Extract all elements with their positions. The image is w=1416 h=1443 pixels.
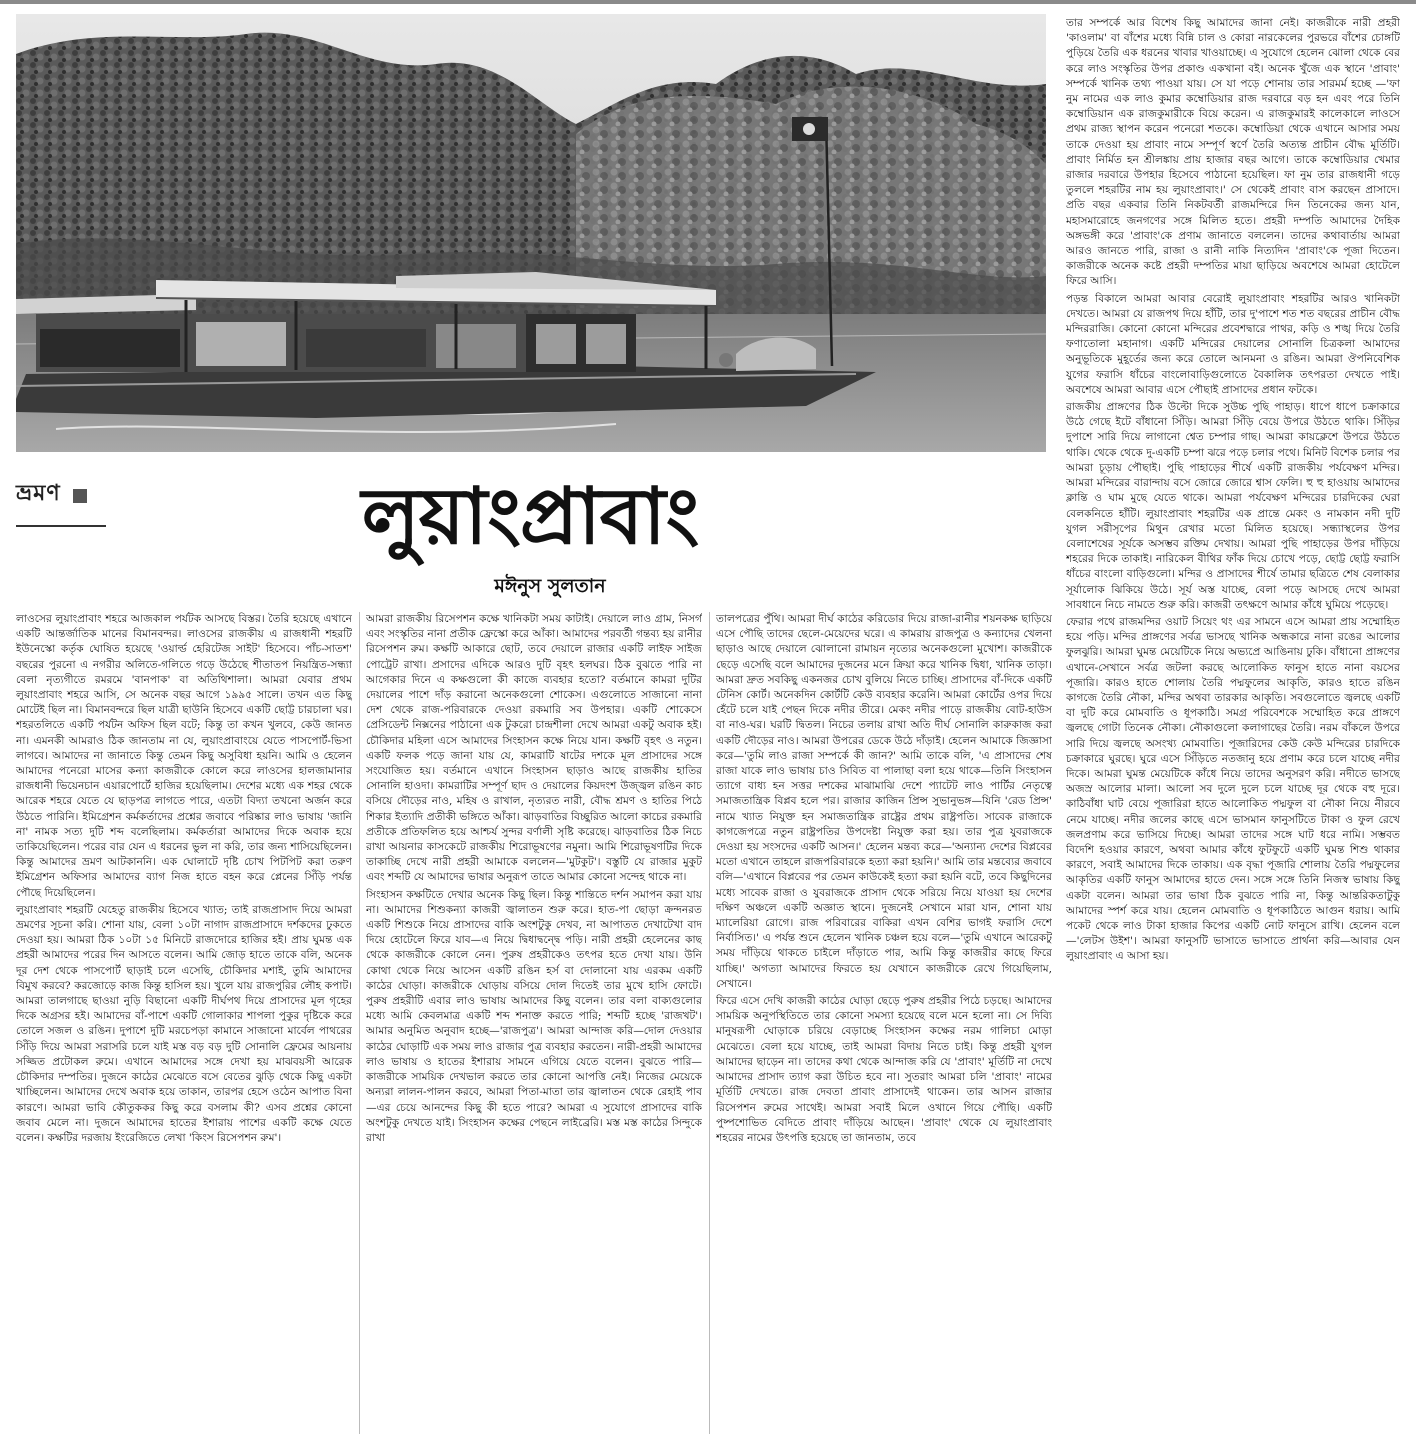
paragraph: আমরা রাজকীয় রিসেপশন কক্ষে খানিকটা সময় কাটাই। দেয়ালে লাও গ্রাম, নিসর্গ এবং সংস্কৃতির নানা প্রতীক ফ্রেস্কো করে আঁকা। আমাদের পরবর্তী গন্তব্য হয় রানীর রিসেপশন রুম। কক্ষটি আকারে ছোট, তবে দেয়ালে রাজার একটি লাইফ সাইজ পোট্রেট রাখা। প্রসাদের এদিকে আরও দুটি বৃহৎ হলঘর। ঠিক বুঝতে পারি না আগেকার দিনে এ কক্ষগুলো কী কাজে ব্যবহার হতো? বর্তমানে কামরা দুটির দেয়ালের পাশে দাঁড় করানো অনেকগুলো শোকেস। এগুলোতে সাজানো নানা দেশ থেকে রাজ-পরিবারকে দেওয়া রকমারি সব উপহার। একটি শোকেসে প্রেসিডেন্ট নিক্সনের পাঠানো এক টুকরো চান্দ্রশীলা দেখে আমরা একটু অবাক হই। চৌকিদার মহিলা এসে আমাদের সিংহাসন কক্ষে নিয়ে যান। কক্ষটি বৃহৎ ও নতুন। একটি ফলক পড়ে জানা যায় যে, কামরাটি ষাটের দশকে মূল প্রাসাদের সঙ্গে সংযোজিত হয়। বর্তমানে এখানে সিংহাসন ছাড়াও আছে রাজকীয় হাতির সোনালি হাওদা। কামরাটির সম্পূর্ণ ছাদ ও দেয়ালের কিয়দংশ উজ্জ্বল রঙিন কাচ বসিয়ে দৌড়ের নাও, মহিষ ও রাখাল, নৃত্যরত নারী, বৌদ্ধ শ্রমণ ও হাতির পিঠে শিকার ইত্যাদি প্রতীকী ভঙ্গিতে আঁকা। ঝাড়বাতির বিচ্ছুরিত আলো কাচের রকমারি প্রতীকে প্রতিফলিত হয়ে আশ্চর্য সুন্দর বর্ণালী সৃষ্টি করেছে। ঝাড়বাতির ঠিক নিচে রাখা আয়নার কাসকেটে রাজকীয় শিরোভূষণের নমুনা। আমি শিরোভূষণটির দিকে তাকাচ্ছি দেখে নারী প্রহরী আমাকে বললেন—'মুটকুট'। বস্তুটি যে রাজার মুকুট এবং শব্দটি যে আমাদের ভাষার অনুরূপ তাতে আমার কোনো সন্দেহ থাকে না।	[366, 613, 702, 884]
article-column-2	[366, 612, 702, 1434]
section-kicker	[16, 476, 106, 527]
paragraph: ফেরার পথে রাজমন্দির ওয়াট সিয়েং থং এর সামনে এসে আমরা প্রায় সম্মোহিত হয়ে পড়ি। মন্দির প্রাঙ্গণের সর্বত্র ভাসছে খানিক অন্ধকারে নানা রঙের আলোর ফুলঝুরি। আমরা ঘুমন্ত মেয়েটিকে নিয়ে অভ্যপ্রে আঙিনায় ঢুকি। বাঁধানো প্রাঙ্গণের এখানে-সেখানে সর্বত্র জটলা করছে আলোকিত ফানুস হাতে নানা বয়সের পূজারি। কারও হাতে শোলায় তৈরি পদ্মফুলের আকৃতি, কারও হাতে রঙিন কাগজে তৈরি নৌকা, মন্দির অথবা তারকার আকৃতি। সবগুলোতে জ্বলছে একটি বা দুটি করে মোমবাতি ও ধূপকাঠি। সমগ্র পরিবেশকে সম্মোহিত করে প্রাঙ্গণে জ্বলছে গোটা তিনেক নৌকা। নৌকাগুলো কলাগাছের তৈরি। নরম বাঁকলে উপরে সারি দিয়ে জ্বলছে অসংখ্য মোমবাতি। পূজারিদের কেউ কেউ মন্দিরের চারদিকে চক্রাকারে ঘুরছে। ঘুরে এসে সিঁড়িতে নতজানু হয়ে প্রণাম করে চলে যাচ্ছে নদীর দিকে। আমরা ঘুমন্ত মেয়েটিকে কাঁধে নিয়ে তাদের অনুসরণ করি। নদীতে ভাসছে অজস্র আলোর মালা। আলো সব দুলে দুলে চলে যাচ্ছে দূর থেকে বহু দূরে। কাঠিবাঁধা ঘাট বেয়ে পূজারিরা হাতে আলোকিত পদ্মফুল বা নৌকা নিয়ে নীরবে নেমে যাচ্ছে। নদীর জলের কাছে এসে ভাসমান ফানুসটিতে টাকা ও ফুল রেখে জলপ্রণাম করে ভাসিয়ে দিচ্ছে। আমরা তাদের সঙ্গে ঘাট ধরে নামি। সম্ভবত বিদেশি হওয়ার কারণে, অথবা আমার কাঁধে ফুটফুটে একটি ঘুমন্ত শিশু থাকার কারণে, সবাই আমাদের দিকে তাকায়। এক বৃদ্ধা পূজারি শোলায় তৈরি পদ্মফুলের আকৃতির একটি ফানুস আমাদের হাতে দেন। সঙ্গে সঙ্গে তিনি নিজস্ব ভাষায় কিছু একটা বলেন। আমরা তার ভাষা ঠিক বুঝতে পারি না, কিন্তু আন্তরিকতাটুকু আমাদের স্পর্শ করে যায়। হেলেন মোমবাতি ও ধূপকাঠিতে আগুন ধরায়। আমি পকেট থেকে লাও টাকা হাজার কিপের একটি নোট ফানুসে রাখি। হেলেন বলে—'লেটস উইশ'। আমরা ফানুসটি ভাসাতে ভাসাতে প্রার্থনা করি—আবার যেন লুয়াংপ্রাবাং এ আসা হয়।	[1066, 615, 1400, 963]
top-rule	[0, 0, 1416, 4]
article-title: লুয়াংপ্রাবাং	[361, 471, 699, 562]
section-square-icon	[73, 489, 87, 503]
article-column-4	[1066, 16, 1400, 1434]
paragraph: ফিরে এসে দেখি কাজরী কাঠের ঘোড়া ছেড়ে পুরুষ প্রহরীর পিঠে চড়ছে। আমাদের সাময়িক অনুপস্থিতিতে তার কোনো সমস্যা হয়েছে বলে মনে হলো না। সে দিব্যি মানুষরূপী ঘোড়াকে চরিয়ে বেড়াচ্ছে সিংহাসন কক্ষের নরম গালিচা মোড়া মেঝেতে। বেলা হয়ে যাচ্ছে, তাই আমরা বিদায় নিতে চাই। কিন্তু প্রহরী যুগল আমাদের ছাড়েন না। তাদের কথা থেকে আন্দাজ করি যে 'প্রাবাং' মূর্তিটি না দেখে আমাদের প্রাসাদ ত্যাগ করা উচিত হবে না। সুতরাং আমরা চলি 'প্রাবাং' নামের মূর্তিটি দেখতে। রাজ দেবতা প্রাবাং প্রাসাদেই থাকেন। তার আসন রাজার রিসেপশন রুমের সাথেই। আমরা সবাই মিলে ওখানে গিয়ে পৌছি। একটি পুষ্পশোভিত বেদিতে প্রাবাং দাঁড়িয়ে আছেন। 'প্রাবাং' থেকে যে লুয়াংপ্রাবাং শহরের নামের উৎপত্তি হয়েছে তা জানতাম, তবে	[716, 995, 1052, 1144]
column-divider	[709, 612, 710, 1434]
article-byline: মঈনুস সুলতান	[494, 575, 606, 597]
paragraph: লুয়াংপ্রাবাং শহরটি যেহেতু রাজকীয় হিসেবে খ্যাত; তাই রাজপ্রাসাদ দিয়ে আমরা ভ্রমণের সূচনা করি। শোনা যায়, বেলা ১০টা নাগাদ রাজপ্রাসাদে দর্শকদের ঢুকতে দেওয়া হয়। আমরা ঠিক ১০টা ১৫ মিনিটে রাজদোরে হাজির হই। প্রায় ঘুমন্ত এক প্রহরী আমাদের পরের দিন আসতে বলেন। আমি জোড় হাতে তাকে বলি, অনেক দূর দেশ থেকে পাসপোর্ট ছাড়াই চলে এসেছি, চৌকিদার মশাই, তুমি আমাদের বিমুখ করবে? করজোড়ে কাজ কিন্তু হাসিল হয়। খুলে যায় রাজপুরির লৌহ কপাট। আমরা তালগাছে ছাওয়া নুড়ি বিছানো একটি দীর্ঘপথ দিয়ে প্রাসাদের মূল গৃহের দিকে অগ্রসর হই। আমাদের বাঁ-পাশে একটি গোলাকার শাপলা পুকুর দৃষ্টিকে করে তোলে সজল ও রঙিন। দুপাশে দুটি মরচেপড়া কামানে সাজানো মার্বেল পাথরের সিঁড়ি দিয়ে আমরা সরাসরি চলে যাই মস্ত বড় বড় দুটি সোনালি ফ্রেমের আয়নায় সজ্জিত প্রটোকল রুমে। এখানে আমাদের সঙ্গে দেখা হয় মাঝবয়সী আরেক চৌকিদার দম্পতির। দুজনে কাঠের মেঝেতে বসে বেতের ঝুড়ি থেকে কিছু একটা খাচ্ছিলেন। আমাদের দেখে অবাক হয়ে তাকান, তারপর হেসে ওঠেন আপাত বিনা কারণে। আমরা ভাবি কৌতুককর কিছু করে বসলাম কী? এসব প্রশ্নের কোনো জবাব মেলে না। দুজনে আমাদের হাতের ইশারায় পাশের একটি কক্ষে যেতে বলেন। কক্ষটির দরজায় ইংরেজিতে লেখা 'কিংস রিসেপশন রুম'।	[16, 903, 352, 1144]
paragraph: রাজকীয় প্রাঙ্গণের ঠিক উল্টো দিকে সুউচ্চ পুছি পাহাড়। ধাপে ধাপে চক্রাকারে উঠে গেছে ইটে বাঁধানো সিঁড়ি। আমরা সিঁড়ি বেয়ে উপরে উঠতে থাকি। সিঁড়ির দুপাশে সারি দিয়ে লাগানো শ্বেত চম্পার গাছ। আমরা কায়ক্লেশে উপরে উঠতে থাকি। থেকে থেকে দু-একটি চম্পা ঝরে পড়ে চলার পথে। মিনিট বিশেক চলার পর আমরা চূড়ায় পৌছাই। পুছি পাহাড়ের শীর্ষে একটি রাজকীয় পর্যবেক্ষণ মন্দির। আমরা মন্দিরের বারান্দায় বসে জোরে জোরে শ্বাস ফেলি। হু হু হাওয়ায় আমাদের ক্লান্তি ও ঘাম মুছে যেতে থাকে। আমরা পর্যবেক্ষণ মন্দিরের চারদিকের ঘেরা বেলকনিতে হাঁটি। লুয়াংপ্রাবাং শহরটির এক প্রান্তে মেকং ও নামকান নদী দুটি যুগল সরীসৃপের মিথুন রেখার মতো মিলিত হয়েছে। সন্ধ্যাস্থলের উপর বেলাশেষের সূর্যকে অসম্ভব রক্তিম দেখায়। আমরা পুছি পাহাড়ের উপর দাঁড়িয়ে শহরের দিকে তাকাই। নারিকেল বীথির ফাঁক দিয়ে চোখে পড়ে, ছোট্ট ছোট্ট ফরাসি ধাঁচের বাংলো বাড়িগুলো। মন্দির ও প্রাসাদের শীর্ষে তামার ছত্রিতে শেষ বেলাকার সূর্যালোক ঝিকিয়ে উঠে। সূর্য অস্ত যাচ্ছে, বেলা পড়ে আসছে দেখে আমরা সাবধানে নিচে নামতে শুরু করি। কাজরী তৎক্ষণে আমার কাঁধে ঘুমিয়ে পড়েছে।	[1066, 401, 1400, 611]
article-column-1	[16, 612, 352, 1434]
boat-on-river-photo	[16, 14, 1046, 452]
paragraph: তালপত্রের পুঁথি। আমরা দীর্ঘ কাঠের করিডোর দিয়ে রাজা-রানীর শয়নকক্ষ ছাড়িয়ে এসে পৌছি তাদের ছেলে-মেয়েদের ঘরে। এ কামরায় রাজপুত্র ও কন্যাদের খেলনা ছাড়াও আছে দেয়ালে ঝোলানো রামায়ন নৃত্যের অনেকগুলো মুখোশ। কাজরীকে ছেড়ে এসেছি বলে আমাদের দুজনের মনে ক্রিয়া করে খানিক দ্বিধা, খানিক তাড়া। আমরা দ্রুত সবকিছু একনজর চোখ বুলিয়ে নিতে চাচ্ছি। প্রাসাদের বাঁ-দিকে একটি টেনিস কোর্ট। অনেকদিন কোর্টটি কেউ ব্যবহার করেনি। আমরা কোর্টের ওপর দিয়ে হেঁটে চলে যাই পেছন দিকে নদীর তীরে। মেকং নদীর পাড়ে রাজকীয় বোট-হাউস বা নাও-ঘর। ঘরটি দ্বিতল। নিচের তলায় রাখা অতি দীর্ঘ সোনালি কারুকাজ করা একটি দৌড়ের নাও। আমরা উপরের ডেকে উঠে দাঁড়াই। হেলেন আমাকে জিজ্ঞাসা করে—'তুমি লাও রাজা সম্পর্কে কী জান?' আমি তাকে বলি, 'এ প্রাসাদের শেষ রাজা যাকে লাও ভাষায় চাও সিবিত বা পালাছা বলা হয়ে থাকে—তিনি সিংহাসন ত্যাগে বাধ্য হন সত্তর দশকের মাঝামাঝি দেশে প্যাটেট লাও পার্টির নেতৃত্বে সমাজতান্ত্রিক বিপ্লব হলে পর। রাজার কাজিন প্রিন্স সুভানুভঙ্গ—যিনি 'রেড প্রিন্স' নামে খ্যাত নিযুক্ত হন সমাজতান্ত্রিক রাষ্ট্রের প্রথম রাষ্ট্রপতি। সাবেক রাজাকে কাগজেপত্রে নতুন রাষ্ট্রপতির উপদেষ্টা নিযুক্ত করা হয়। তার পুত্র যুবরাজকে দেওয়া হয় সংসদের একটি আসন।' হেলেন মন্তব্য করে—'অন্যান্য দেশের বিপ্লবের মতো এখানে তাহলে রাজপরিবারকে হত্যা করা হয়নি।' আমি তার মন্তব্যের জবাবে বলি—'এখানে বিপ্লবের পর তেমন কাউকেই হত্যা করা হয়নি বটে, তবে কিছুদিনের মধ্যে সাবেক রাজা ও যুবরাজকে প্রাসাদ থেকে সরিয়ে নিয়ে যাওয়া হয় দেশের দক্ষিণ অঞ্চলে একটি অজ্ঞাত স্থানে। দুজনেই সেখানে মারা যান, শোনা যায় ম্যালেরিয়া রোগে। রাজ পরিবারের বাকিরা এখন বেশির ভাগই ফরাসি দেশে নির্বাসিত।' এ পর্যন্ত শুনে হেলেন খানিক চঞ্চল হয়ে বলে—'তুমি এখানে আরেকটু সময় দাঁড়িয়ে থাকতে চাইলে দাঁড়াতে পার, আমি কিন্তু কাজরীর কাছে ফিরে যাচ্ছি।' অগত্যা আমাদের ফিরতে হয় যেখানে কাজরীকে রেখে গিয়েছিলাম, সেখানে।	[716, 613, 1052, 990]
paragraph: পড়ন্ত বিকালে আমরা আবার বেরোই লুয়াংপ্রাবাং শহরটির আরও খানিকটা দেখতে। আমরা যে রাজপথ দিয়ে হাঁটি, তার দু'পাশে শত শত বছরের প্রাচীন বৌদ্ধ মন্দিররাজি। কোনো কোনো মন্দিরের প্রবেশদ্বারে পাথর, কড়ি ও শঙ্খ দিয়ে তৈরি ফণাতোলা মহানাগ। একটি মন্দিরের দেয়ালের সোনালি চিত্রকলা আমাদের অনুভূতিকে মুহূর্তের জন্য করে তোলে আনমনা ও রঙিন। আমরা ঔপনিবেশিক যুগের ফরাসি ধাঁচের বাংলোবাড়িগুলোতে বৈকালিক তৎপরতা দেখতে পাই। অবশেষে আমরা আবার এসে পৌছাই প্রাসাদের প্রধান ফটকে।	[1066, 292, 1400, 396]
paragraph: সিংহাসন কক্ষটিতে দেখার অনেক কিছু ছিল। কিন্তু শান্তিতে দর্শন সমাপন করা যায় না। আমাদের শিশুকন্যা কাজরী জ্বালাতন শুরু করে। হাত-পা ছোড়া ক্রন্দনরত একটি শিশুকে নিয়ে প্রাসাদের বাকি অংশটুকু দেখব, না আপাতত দেখাটেখা বাদ দিয়ে হোটেলে ফিরে যাব—এ নিয়ে দ্বিধাদ্বন্দ্বে পড়ি। নারী প্রহরী হেলেনের কাছ থেকে কাজরীকে কোলে নেন। পুরুষ প্রহরীকেও তৎপর হতে দেখা যায়। উনি কোথা থেকে নিয়ে আসেন একটি রঙিন হর্স বা দোলানো যায় এরকম একটি কাঠের ঘোড়া। কাজরীকে ঘোড়ায় বসিয়ে দোল দিতেই তার মুখে হাসি ফোটে। পুরুষ প্রহরীটি এবার লাও ভাষায় আমাদের কিছু বলেন। তার বলা বাক্যগুলোর মধ্যে আমি কেবলমাত্র একটি শব্দ শনাক্ত করতে পারি; শব্দটি হচ্ছে 'রাজখট'। আমার অনুমিত অনুবাদ হচ্ছে—'রাজপুত্র'। আমরা আন্দাজ করি—দোল দেওয়ার কাঠের ঘোড়াটি এক সময় লাও রাজার পুত্র ব্যবহার করতেন। নারী-প্রহরী আমাদের লাও ভাষায় ও হাতের ইশারায় সামনে এগিয়ে যেতে বলেন। বুঝতে পারি—কাজরীকে সাময়িক দেখভাল করতে তার কোনো আপত্তি নেই। নিজের মেয়েকে অন্যরা লালন-পালন করবে, আমরা পিতা-মাতা তার জ্বালাতন থেকে রেহাই পাব—এর চেয়ে আনন্দের কিছু কী হতে পারে? আমরা এ সুযোগে প্রাসাদের বাকি অংশটুকু দেখতে যাই। সিংহাসন কক্ষের পেছনে লাইব্রেরি। মস্ত মস্ত কাঠের সিন্দুকে রাখা	[366, 888, 702, 1144]
paragraph: লাওসের লুয়াংপ্রাবাং শহরে আজকাল পর্যটক আসছে বিস্তর। তৈরি হয়েছে এখানে একটি আন্তর্জাতিক মানের বিমানবন্দর। লাওসের রাজকীয় এ রাজধানী শহরটি ইউনেস্কো কর্তৃক ঘোষিত হয়েছে 'ওয়ার্ল্ড হেরিটেজ সাইট' হিসেবে। পাঁচ-সাতশ' বছরের পুরনো এ নগরীর অলিতে-গলিতে গড়ে উঠেছে শীতাতপ নিয়ন্ত্রিত-সন্ধ্যা বেলা নৃত্যগীতে রমরমে 'বানপাক' বা অতিথিশালা। আমরা যেবার প্রথম লুয়াংপ্রাবাং শহরে আসি, সে অনেক বছর আগে ১৯৯৫ সালে। তখন এত কিছু মোটেই ছিল না। বিমানবন্দরে ছিল যাত্রী ছাউনি হিসেবে একটি ছোট্ট চারচালা ঘর। শহরতলিতে একটি পর্যটন অফিস ছিল বটে; কিন্তু তা কখন খুলবে, কেউ জানত না। এমনকী আমরাও ঠিক জানতাম না যে, লুয়াংপ্রাবাংয়ে যেতে পাসপোর্ট-ভিসা লাগবে। আমাদের না জানাতে কিন্তু তেমন কিছু অসুবিধা হয়নি। আমি ও হেলেন আমাদের পনেরো মাসের কন্যা কাজরীকে কোলে করে লাওসের হালজামানার রাজধানী ভিয়েনচান এয়ারপোর্টে হাজির হয়েছিলাম। দেশের মধ্যে এক শহর থেকে আরেক শহরে যেতে যে ছাড়পত্র লাগতে পারে, এতটা বিদ্যা তখনো অর্জন করে উঠতে পারিনি। ইমিগ্রেশন কর্মকর্তাদের প্রশ্নের জবাবে পরিষ্কার লাও ভাষায় 'জানি না' নামক সত্য দুটি শব্দ বলেছিলাম। কর্মকর্তারা আমাদের দিকে অবাক হয়ে তাকিয়েছিলেন। পরের বার যেন এ ধরনের ভুল না করি, তার জন্য শাসিয়েছিলেন। কিন্তু আমাদের ভ্রমণ আটকাননি। এক ঘোলাটে দৃষ্টি চোখ পিটপিট করা তরুণ ইমিগ্রেশন অফিসার আমাদের ব্যাগ নিজ হাতে বহন করে প্লেনের সিঁড়ি পর্যন্ত পৌছে দিয়েছিলেন।	[16, 613, 352, 899]
article-column-3	[716, 612, 1052, 1434]
paragraph: তার সম্পর্কে আর বিশেষ কিছু আমাদের জানা নেই। কাজরীকে নারী প্রহরী 'কাওলাম' বা বাঁশের মধ্যে বিন্নি চাল ও কোরা নারকেলের পুরভরে বাঁশের চোঙ্গটি পুড়িয়ে তৈরি এক ধরনের খাবার খাওয়াচ্ছে। এ সুযোগে হেলেন ঝোলা থেকে বের করে লাও সংস্কৃতির উপর প্রকাণ্ড একখানা বই। অনেক খুঁজে এক স্থানে 'প্রাবাং' সম্পর্কে খানিক তথ্য পাওয়া যায়। সে যা পড়ে শোনায় তার সারমর্ম হচ্ছে —'ফা নুম নামের এক লাও কুমার কম্বোডিয়ার রাজ দরবারে বড় হন এবং পরে তিনি কম্বোডিয়ান এক রাজকুমারীকে বিয়ে করেন। এ রাজকুমারই কালেকালে লাওসে প্রথম রাজ্য স্থাপন করেন পনেরো শতকে। কম্বোডিয়া থেকে এখানে আসার সময় তাকে দেওয়া হয় প্রাবাং নামে সম্পূর্ণ স্বর্ণে তৈরি অত্যন্ত প্রাচীন বৌদ্ধ মূর্তিটি। প্রাবাং নির্মিত হন শ্রীলঙ্কায় প্রায় হাজার বছর আগে। তাকে কম্বোডিয়ার খেমার রাজার দরবারে উপহার হিসেবে পাঠানো হয়েছিল। ফা নুম তার রাজধানী গড়ে তুললে শহরটির নাম হয় লুয়াংপ্রাবাং।' সে থেকেই প্রাবাং বাস করছেন প্রাসাদে। প্রতি বছর একবার তিনি নিকটবর্তী রাজমন্দিরে দিন তিনেকের জন্য যান, মহাসমারোহে জনগণের সঙ্গে মিলিত হতে। প্রহরী দম্পতি আমাদের দৈহিক অঙ্গভঙ্গী করে 'প্রাবাং'কে প্রণাম জানাতে বললেন। তাদের কথাবার্তায় আমরা আরও জানতে পারি, রাজা ও রানী নাকি নিত্যদিন 'প্রাবাং'কে পূজা দিতেন। কাজরীকে অনেক কষ্টে প্রহরী দম্পতির মায়া ছাড়িয়ে অবশেষে আমরা হোটেলে ফিরে আসি।	[1066, 17, 1400, 288]
section-label: ভ্রমণ	[16, 481, 61, 506]
article-photo	[16, 14, 1046, 452]
section-underline	[16, 525, 106, 527]
column-divider	[359, 612, 360, 1434]
